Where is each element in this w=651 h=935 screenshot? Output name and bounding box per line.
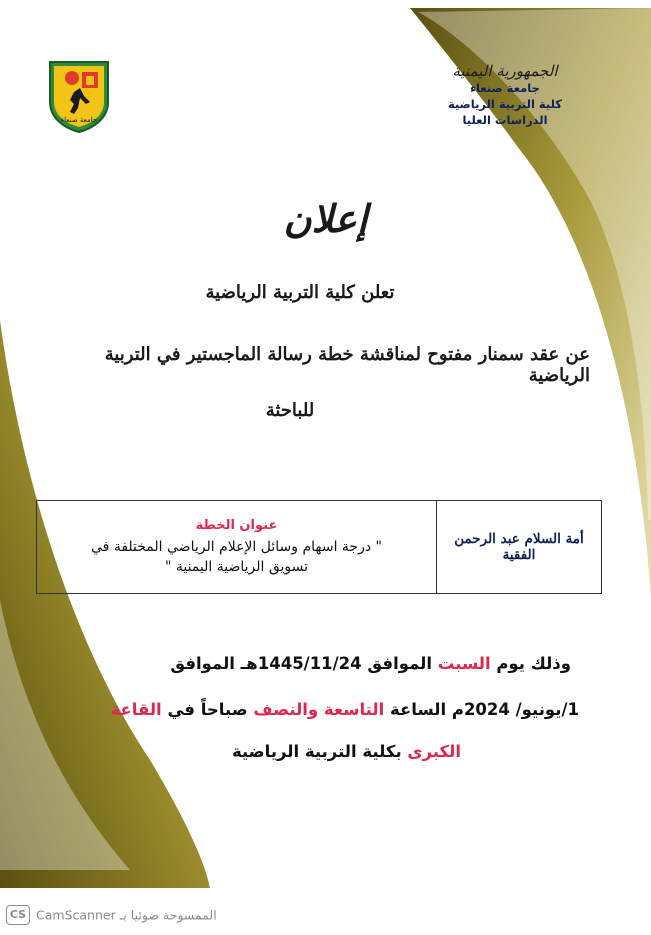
- plan-title-line-1: " درجة اسهام وسائل الإعلام الرياضي المختلفة في: [91, 538, 382, 555]
- announcement-line-3: للباحثة: [265, 400, 315, 421]
- place-highlight: الكبرى: [407, 742, 461, 761]
- letterhead: [400, 62, 610, 128]
- details-line-3: [161, 742, 461, 761]
- republic-name: الجمهورية اليمنية: [452, 62, 558, 80]
- place-highlight: القاعة: [110, 700, 162, 719]
- plan-heading: عنوان الخطة: [195, 517, 278, 533]
- details-line-1: [131, 654, 571, 673]
- researcher-name: أمة السلام عبد الرحمن الفقية: [437, 501, 602, 594]
- camscanner-text: CamScanner الممسوحة ضوئيا بـ: [36, 907, 217, 923]
- department-name: الدراسات العليا: [462, 113, 548, 127]
- plan-title-cell: [37, 501, 437, 594]
- university-emblem-icon: [44, 58, 114, 134]
- details-text: 1/يونيو/ 2024م الساعة: [384, 700, 579, 719]
- announcement-title: إعلان: [283, 196, 368, 241]
- announcement-line-1: تعلن كلية التربية الرياضية: [205, 282, 395, 303]
- details-text: صباحاً في: [161, 700, 254, 719]
- details-line-2: [59, 700, 579, 719]
- day-highlight: السبت: [437, 654, 491, 673]
- university-name: جامعة صنعاء: [470, 81, 540, 95]
- details-text: الموافق 1445/11/24هـ الموافق: [170, 654, 438, 673]
- faculty-name: كلية التربية الرياضية: [448, 97, 562, 111]
- logo-text: جامعة صنعاء: [60, 116, 98, 124]
- plan-title-line-2: تسويق الرياضية اليمنية ": [164, 558, 309, 575]
- announcement-line-2: عن عقد سمنار مفتوح لمناقشة خطة رسالة الماجستير في التربية الرياضية: [104, 344, 590, 386]
- camscanner-watermark: [6, 905, 217, 925]
- time-highlight: التاسعة والنصف: [253, 700, 385, 719]
- camscanner-icon: CS: [6, 905, 30, 925]
- details-text: بكلية التربية الرياضية: [231, 742, 408, 761]
- plan-table: [36, 500, 602, 594]
- details-text: وذلك يوم: [490, 654, 571, 673]
